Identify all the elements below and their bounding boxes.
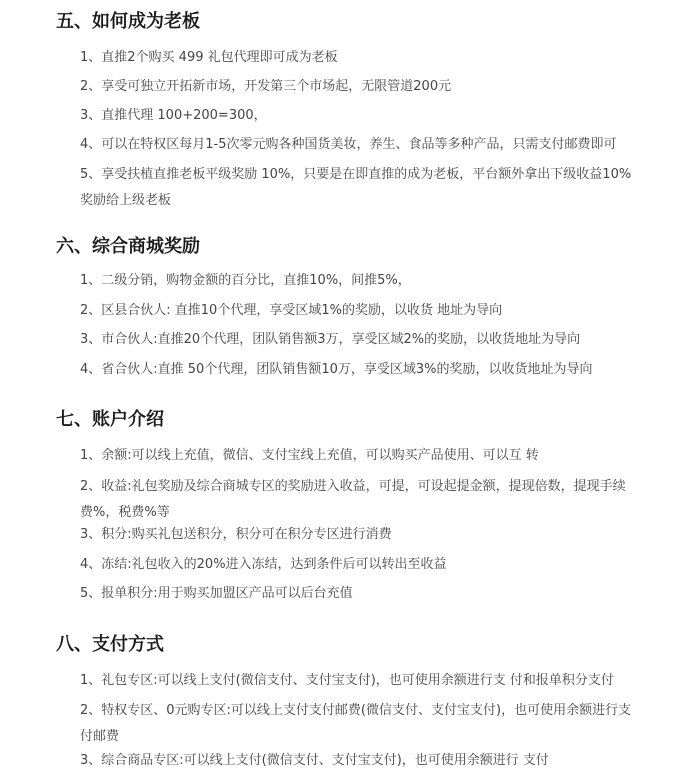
section-8-item-2: 2、特权专区、0元购专区:可以线上支付支付邮费(微信支付、支付宝支付)，也可使用余额进行支付邮费 <box>80 703 632 744</box>
section-7-item-3: 3、积分:购买礼包送积分，积分可在积分专区进行消费 <box>80 527 392 542</box>
section-6-item-3: 3、市合伙人:直推20个代理，团队销售额3万，享受区域2%的奖励，以收货地址为导向 <box>80 332 581 347</box>
section-title-8: 八、支付方式 <box>56 634 164 655</box>
section-title-7: 七、账户介绍 <box>56 409 164 430</box>
section-5-item-3: 3、直推代理 100+200=300， <box>80 108 267 123</box>
section-title-6: 六、综合商城奖励 <box>56 236 200 257</box>
section-8-item-1: 1、礼包专区:可以线上支付(微信支付、支付宝支付)，也可使用余额进行支 付和报单积分支付 <box>80 673 614 688</box>
section-6-item-2: 2、区县合伙人: 直推10个代理，享受区域1%的奖励，以收货 地址为导向 <box>80 303 503 318</box>
section-5-item-5: 5、享受扶植直推老板平级奖励 10%，只要是在即直推的成为老板，平台额外拿出下级收益10%奖励给上级老板 <box>80 167 632 208</box>
section-5-item-1: 1、直推2个购买 499 礼包代理即可成为老板 <box>80 50 338 65</box>
section-5-item-2: 2、享受可独立开拓新市场，开发第三个市场起，无限管道200元 <box>80 79 452 94</box>
section-8-item-3: 3、综合商品专区:可以线上支付(微信支付、支付宝支付)，也可使用余额进行 支付 <box>80 753 549 768</box>
section-6-item-4: 4、省合伙人:直推 50个代理，团队销售额10万，享受区域3%的奖励，以收货地址为导向 <box>80 362 593 377</box>
section-title-5: 五、如何成为老板 <box>56 11 200 32</box>
section-5-item-4: 4、可以在特权区每月1-5次零元购各种国货美妆，养生、食品等多种产品，只需支付邮费即可 <box>80 137 617 152</box>
section-7-item-2: 2、收益:礼包奖励及综合商城专区的奖励进入收益，可提，可设起提金额，提现倍数，提现手续费%，税费%等 <box>80 479 626 520</box>
section-7-item-4: 4、冻结:礼包收入的20%进入冻结，达到条件后可以转出至收益 <box>80 557 447 572</box>
section-6-item-1: 1、二级分销，购物金额的百分比，直推10%，间推5%， <box>80 273 411 288</box>
section-7-item-5: 5、报单积分:用于购买加盟区产品可以后台充值 <box>80 586 353 601</box>
section-7-item-1: 1、余额:可以线上充值，微信、支付宝线上充值，可以购买产品使用、可以互 转 <box>80 448 539 463</box>
